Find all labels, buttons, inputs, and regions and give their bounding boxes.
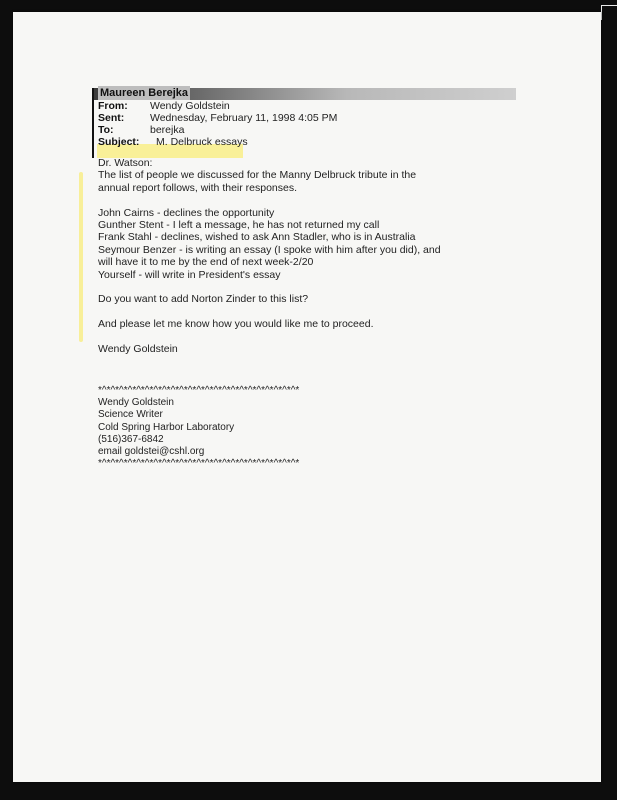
sender-sign-name: Wendy Goldstein: [98, 343, 178, 356]
from-label: From:: [98, 100, 128, 112]
list-item: Gunther Stent - I left a message, he has not returned my call: [98, 219, 380, 232]
corner-mark: [601, 5, 617, 20]
subject-label: Subject:: [98, 136, 140, 148]
document-page: [13, 12, 601, 782]
subject-value: M. Delbruck essays: [156, 136, 248, 148]
intro-line-1: The list of people we discussed for the Manny Delbruck tribute in the: [98, 169, 417, 182]
sent-label: Sent:: [98, 112, 125, 124]
mailbox-owner-name: Maureen Berejka: [100, 87, 189, 99]
signature-name: Wendy Goldstein: [98, 397, 174, 409]
question-line: Do you want to add Norton Zinder to this list?: [98, 293, 309, 306]
email-signature: [98, 385, 299, 470]
from-field: [98, 100, 230, 112]
sent-value: Wednesday, February 11, 1998 4:05 PM: [150, 112, 338, 124]
list-item: John Cairns - declines the opportunity: [98, 206, 275, 219]
salutation: Dr. Watson:: [98, 157, 153, 169]
signature-email: email goldstei@cshl.org: [98, 446, 205, 458]
margin-highlight-mark: [79, 172, 83, 342]
to-field: [98, 124, 184, 136]
sent-field: [98, 112, 337, 124]
subject-field: [98, 136, 248, 148]
list-item: Yourself - will write in President's essay: [98, 268, 281, 281]
to-value: berejka: [150, 124, 185, 136]
signature-border-bottom: *^*^*^*^*^*^*^*^*^*^*^*^*^*^*^*^*^*^*^*^*^*^*^*: [98, 458, 300, 470]
list-item: will have it to me by the end of next week-2/20: [98, 256, 314, 269]
signature-org: Cold Spring Harbor Laboratory: [98, 421, 235, 433]
header-left-rule: [92, 88, 94, 158]
message-body: [98, 157, 538, 355]
from-value: Wendy Goldstein: [150, 100, 230, 112]
signature-phone: (516)367-6842: [98, 433, 164, 445]
closing-request: And please let me know how you would like me to proceed.: [98, 318, 374, 331]
signature-border-top: *^*^*^*^*^*^*^*^*^*^*^*^*^*^*^*^*^*^*^*^*^*^*^*: [98, 385, 300, 396]
list-item: Seymour Benzer - is writing an essay (I spoke with him after you did), and: [98, 243, 441, 256]
signature-title: Science Writer: [98, 409, 163, 421]
list-item: Frank Stahl - declines, wished to ask Ann Stadler, who is in Australia: [98, 231, 416, 244]
intro-line-2: annual report follows, with their responses.: [98, 181, 298, 194]
to-label: To:: [98, 124, 114, 136]
